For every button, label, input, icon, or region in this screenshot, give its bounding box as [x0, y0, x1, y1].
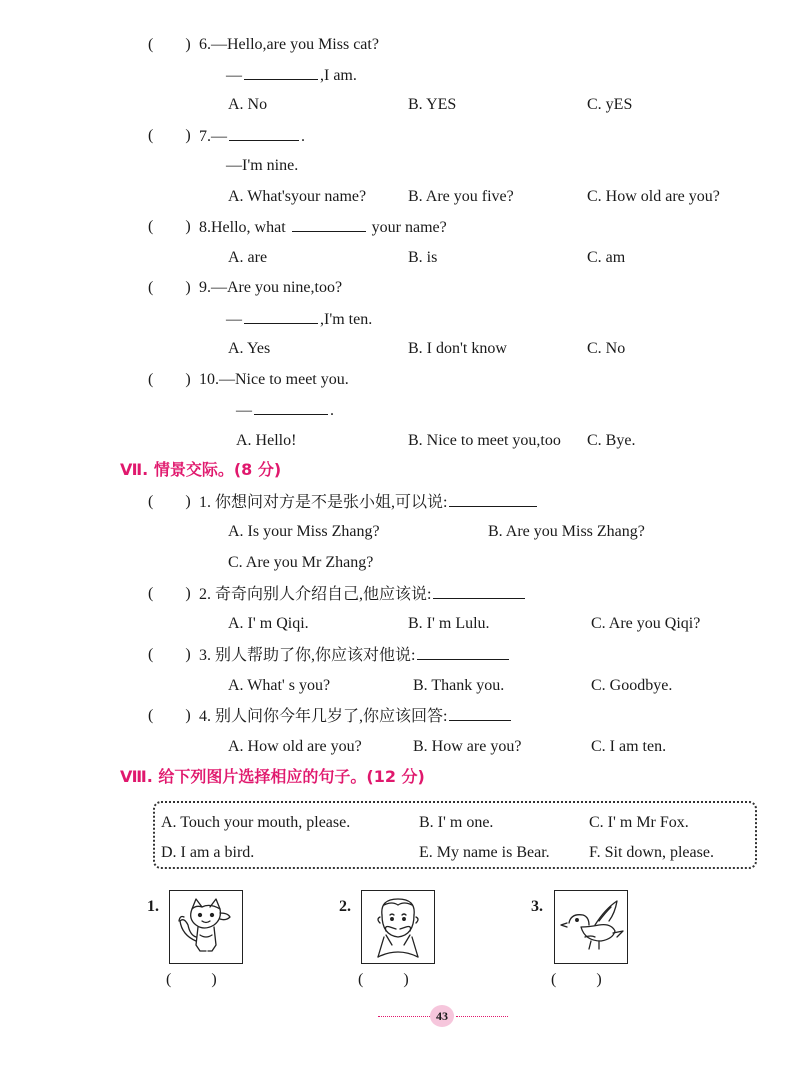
question-text: —Nice to meet you. — [219, 371, 349, 388]
question-text: . — [301, 128, 305, 145]
answer-paren[interactable]: ( ) — [148, 371, 191, 388]
boy-touching-mouth-icon — [361, 890, 435, 964]
sentence-a: A. Touch your mouth, please. — [161, 814, 351, 831]
question-text: —Hello,are you Miss cat? — [211, 36, 379, 53]
sentence-c: C. I' m Mr Fox. — [589, 814, 689, 831]
question-number: 7. — [199, 128, 211, 145]
answer-paren[interactable]: ( ) — [148, 707, 191, 724]
option-a[interactable]: A. Yes — [228, 340, 271, 357]
option-a[interactable]: A. What' s you? — [228, 677, 331, 694]
answer-paren[interactable]: ( ) — [148, 218, 191, 235]
sub-text: ,I'm ten. — [320, 311, 373, 328]
question-7-stem — [199, 126, 305, 147]
picture-number: 3. — [531, 898, 543, 915]
section-7-heading: Ⅶ. 情景交际。(8 分) — [120, 460, 282, 479]
sentence-d: D. I am a bird. — [161, 844, 255, 861]
sub-text: ,I am. — [320, 67, 357, 84]
answer-paren[interactable]: ( ) — [148, 585, 191, 602]
question-8-stem — [199, 217, 447, 238]
bird-icon — [554, 890, 628, 964]
question-6-sub — [226, 65, 357, 86]
option-b[interactable]: B. How are you? — [413, 738, 522, 755]
dash: — — [226, 311, 242, 328]
answer-paren[interactable]: ( ) — [148, 493, 191, 510]
fox-icon — [169, 890, 243, 964]
fill-blank[interactable] — [244, 65, 318, 80]
sentence-b: B. I' m one. — [419, 814, 494, 831]
situation-4 — [199, 706, 513, 727]
option-a[interactable]: A. How old are you? — [228, 738, 362, 755]
page-number-badge — [378, 1005, 508, 1029]
option-b[interactable]: B. Thank you. — [413, 677, 505, 694]
answer-paren[interactable]: ( ) — [551, 971, 602, 988]
fill-blank[interactable] — [244, 309, 318, 324]
situation-2 — [199, 584, 527, 605]
option-b[interactable]: B. YES — [408, 96, 457, 113]
option-a[interactable]: A. What'syour name? — [228, 188, 367, 205]
answer-paren[interactable]: ( ) — [148, 36, 191, 53]
question-7-sub: —I'm nine. — [226, 157, 299, 174]
option-b[interactable]: B. I' m Lulu. — [408, 615, 490, 632]
question-number: 10. — [199, 371, 219, 388]
answer-paren[interactable]: ( ) — [358, 971, 409, 988]
option-b[interactable]: B. Are you five? — [408, 188, 514, 205]
dash: — — [226, 67, 242, 84]
situation-text: 3. 别人帮助了你,你应该对他说: — [199, 647, 416, 664]
option-b[interactable]: B. Are you Miss Zhang? — [488, 523, 645, 540]
picture-number: 2. — [339, 898, 351, 915]
dash: — — [236, 402, 252, 419]
page-number: 43 — [430, 1005, 454, 1027]
fill-blank[interactable] — [433, 584, 525, 599]
option-c[interactable]: C. Bye. — [587, 432, 636, 449]
option-c[interactable]: C. How old are you? — [587, 188, 720, 205]
picture-number: 1. — [147, 898, 159, 915]
sentence-f: F. Sit down, please. — [589, 844, 714, 861]
option-c[interactable]: C. yES — [587, 96, 633, 113]
option-c[interactable]: C. Goodbye. — [591, 677, 673, 694]
answer-paren[interactable]: ( ) — [148, 646, 191, 663]
answer-paren[interactable]: ( ) — [166, 971, 217, 988]
question-number: 6. — [199, 36, 211, 53]
question-text: —Are you nine,too? — [211, 279, 343, 296]
question-10-sub — [236, 400, 334, 421]
option-a[interactable]: A. Hello! — [236, 432, 297, 449]
option-c[interactable]: C. Are you Mr Zhang? — [228, 554, 374, 571]
situation-1 — [199, 492, 539, 513]
option-b[interactable]: B. Nice to meet you,too — [408, 432, 561, 449]
question-number: 8. — [199, 219, 211, 236]
option-a[interactable]: A. I' m Qiqi. — [228, 615, 309, 632]
option-a[interactable]: A. No — [228, 96, 268, 113]
question-6-stem — [199, 35, 379, 55]
question-text: your name? — [371, 219, 447, 236]
question-text: Hello, what — [211, 219, 286, 236]
sentence-e: E. My name is Bear. — [419, 844, 550, 861]
option-b[interactable]: B. I don't know — [408, 340, 507, 357]
fill-blank[interactable] — [449, 492, 537, 507]
option-c[interactable]: C. Are you Qiqi? — [591, 615, 701, 632]
question-9-sub — [226, 309, 372, 330]
section-8-heading: Ⅷ. 给下列图片选择相应的句子。(12 分) — [120, 767, 425, 786]
question-9-stem — [199, 278, 342, 298]
answer-paren[interactable]: ( ) — [148, 127, 191, 144]
fill-blank[interactable] — [229, 126, 299, 141]
fill-blank[interactable] — [417, 645, 509, 660]
situation-text: 4. 别人问你今年几岁了,你应该回答: — [199, 708, 448, 725]
option-a[interactable]: A. Is your Miss Zhang? — [228, 523, 380, 540]
situation-3 — [199, 645, 511, 666]
answer-paren[interactable]: ( ) — [148, 279, 191, 296]
sub-text: . — [330, 402, 334, 419]
page-divider-left — [378, 1016, 430, 1017]
page-divider-right — [456, 1016, 508, 1017]
fill-blank[interactable] — [449, 706, 511, 721]
question-10-stem — [199, 370, 349, 390]
dash: — — [211, 128, 227, 145]
fill-blank[interactable] — [292, 217, 366, 232]
fill-blank[interactable] — [254, 400, 328, 415]
option-b[interactable]: B. is — [408, 249, 438, 266]
option-c[interactable]: C. I am ten. — [591, 738, 667, 755]
situation-text: 1. 你想问对方是不是张小姐,可以说: — [199, 494, 448, 511]
option-a[interactable]: A. are — [228, 249, 268, 266]
question-number: 9. — [199, 279, 211, 296]
option-c[interactable]: C. am — [587, 249, 626, 266]
option-c[interactable]: C. No — [587, 340, 626, 357]
situation-text: 2. 奇奇向别人介绍自己,他应该说: — [199, 586, 432, 603]
